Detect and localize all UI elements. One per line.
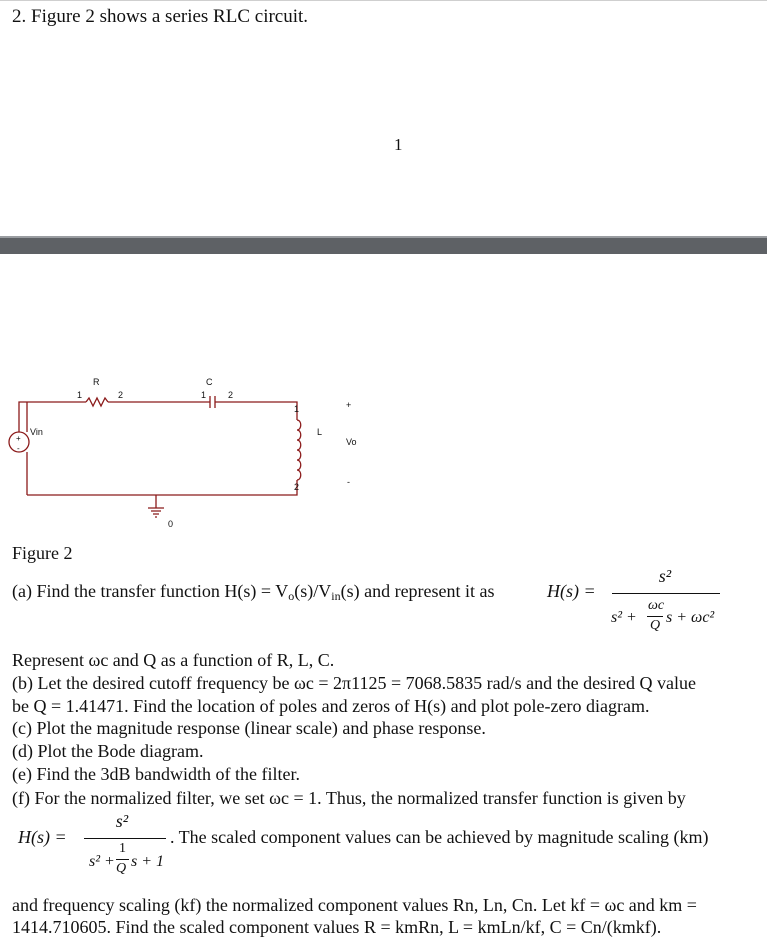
vo-label: Vo bbox=[346, 437, 357, 447]
text-line-f: (f) For the normalized filter, we set ωc = 1. Thus, the normalized transfer function is given by bbox=[12, 788, 686, 808]
part-f-den-left: s² + bbox=[89, 853, 115, 870]
part-f-one: 1 bbox=[119, 841, 126, 856]
inductor-pin2: 2 bbox=[294, 482, 300, 492]
resistor-symbol bbox=[86, 398, 108, 406]
wire-c-l bbox=[215, 402, 300, 420]
capacitor-pin1: 1 bbox=[201, 390, 207, 400]
ground-label: 0 bbox=[168, 519, 174, 529]
vo-minus: - bbox=[347, 477, 350, 487]
part-a-text: (a) Find the transfer function $H(s) = V_o(s)/V_{in}(s)$ and represent it as bbox=[12, 581, 495, 603]
part-a-small-bar bbox=[647, 616, 663, 617]
rlc-circuit-diagram bbox=[0, 360, 400, 540]
question-header: 2. Figure 2 shows a series RLC circuit. bbox=[12, 6, 309, 27]
text-line-b1: (b) Let the desired cutoff frequency be ωc = 2π1125 = 7068.5835 rad/s and the desired Q value bbox=[12, 673, 697, 693]
inductor-label: L bbox=[317, 427, 323, 437]
part-a-H-label: H(s) = bbox=[547, 581, 596, 601]
text-line-e: (e) Find the 3dB bandwidth of the filter. bbox=[12, 764, 300, 784]
inductor-symbol bbox=[297, 420, 301, 480]
source-plus: + bbox=[16, 434, 21, 443]
inductor-pin1: 1 bbox=[294, 404, 300, 414]
resistor-pin2: 2 bbox=[118, 390, 124, 400]
top-rule bbox=[0, 0, 767, 1]
part-a-denominator-right: s + ωc² bbox=[666, 609, 715, 626]
page-number: 1 bbox=[394, 135, 403, 154]
part-a-Q: Q bbox=[650, 618, 661, 633]
wire-l-bottom bbox=[27, 480, 300, 495]
part-f-tail-text: . The scaled component values can be achieved by magnitude scaling (km) bbox=[170, 827, 709, 847]
vin-label: Vin bbox=[30, 427, 43, 437]
source-minus: - bbox=[17, 444, 20, 453]
part-f-den-right: s + 1 bbox=[131, 853, 165, 870]
part-f-Q: Q bbox=[116, 861, 127, 876]
resistor-label: R bbox=[93, 377, 100, 387]
part-a-numerator: s² bbox=[658, 566, 672, 586]
text-line-c: (c) Plot the magnitude response (linear scale) and phase response. bbox=[12, 718, 486, 738]
part-a-fraction-bar bbox=[612, 593, 720, 594]
text-line-represent: Represent ωc and Q as a function of R, L, C. bbox=[12, 650, 335, 670]
figure-caption: Figure 2 bbox=[12, 543, 73, 563]
part-f-small-bar bbox=[116, 859, 129, 860]
text-line-b2: be Q = 1.41471. Find the location of poles and zeros of H(s) and plot pole-zero diagram. bbox=[12, 696, 650, 716]
part-f-fraction-bar bbox=[84, 838, 166, 839]
ground-symbol bbox=[148, 508, 164, 517]
capacitor-pin2: 2 bbox=[228, 390, 234, 400]
part-a-denominator-left: s² + bbox=[611, 609, 637, 626]
text-line-end-1: and frequency scaling (kf) the normalized component values Rn, Ln, Cn. Let kf = ωc and km = bbox=[12, 895, 697, 915]
vo-plus: + bbox=[346, 400, 352, 410]
resistor-pin1: 1 bbox=[77, 390, 83, 400]
part-f-numerator: s² bbox=[115, 811, 129, 831]
capacitor-label: C bbox=[206, 377, 213, 387]
text-line-d: (d) Plot the Bode diagram. bbox=[12, 741, 204, 761]
page-separator bbox=[0, 238, 767, 254]
part-f-H-label: H(s) = bbox=[18, 827, 67, 847]
text-line-end-2: 1414.710605. Find the scaled component values R = kmRn, L = kmLn/kf, C = Cn/(kmkf). bbox=[12, 917, 662, 937]
part-a-wc: ωc bbox=[648, 598, 665, 613]
